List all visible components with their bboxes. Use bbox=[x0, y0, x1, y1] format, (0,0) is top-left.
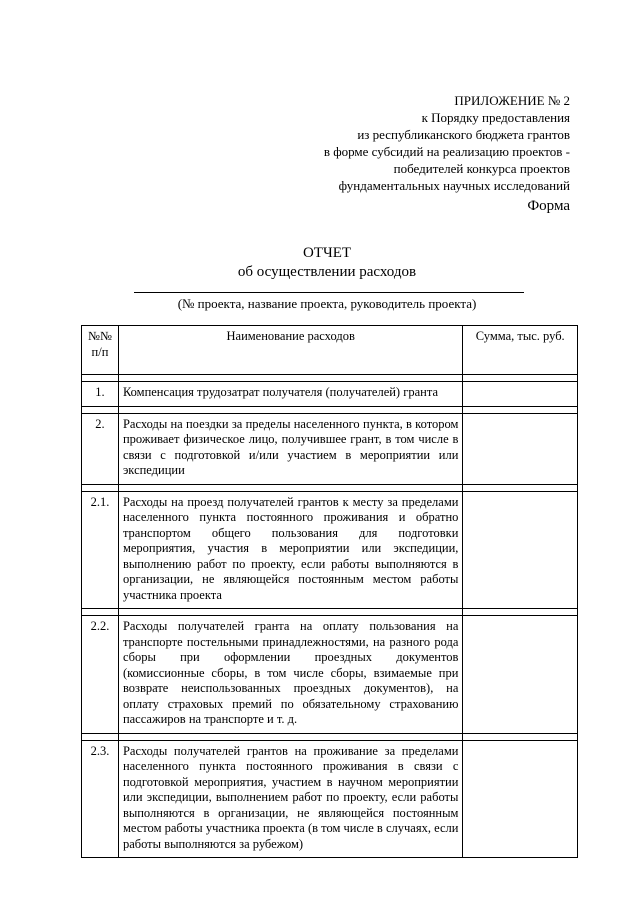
header-name: Наименование расходов bbox=[118, 326, 462, 375]
row-sum-cell[interactable] bbox=[463, 616, 578, 734]
row-name: Расходы на поездки за пределы населенного пункта, в котором проживает физическое лицо, получившее грант, в том числе в связи с подготовкой и/или участием в мероприятии или экспедиции bbox=[118, 413, 462, 484]
table-header-row bbox=[82, 326, 578, 375]
table-row bbox=[82, 491, 578, 609]
table-spacer bbox=[82, 375, 578, 382]
appendix-header bbox=[324, 92, 570, 194]
header-sum: Сумма, тыс. руб. bbox=[463, 326, 578, 375]
row-sum-cell[interactable] bbox=[463, 740, 578, 858]
row-sum-cell[interactable] bbox=[463, 382, 578, 407]
appendix-line: фундаментальных научных исследований bbox=[338, 178, 570, 193]
table-spacer bbox=[82, 733, 578, 740]
form-label: Форма bbox=[527, 198, 570, 214]
row-name: Расходы получателей грантов на проживание за пределами населенного пункта постоянного проживания в связи с подготовкой мероприятия, участием в научном мероприятии или экспедиции, выполнением работ по проекту, если работы выполняются в организации, не являющейся постоянным местом работы участника проекта (в том числе в случаях, если работы выполняются за рубежом) bbox=[118, 740, 462, 858]
project-fill-line bbox=[134, 292, 524, 293]
table-spacer bbox=[82, 406, 578, 413]
appendix-line: к Порядку предоставления bbox=[421, 110, 570, 125]
row-num: 2. bbox=[82, 413, 119, 484]
appendix-line: в форме субсидий на реализацию проектов - bbox=[323, 144, 570, 159]
table-row bbox=[82, 413, 578, 484]
table-row bbox=[82, 382, 578, 407]
appendix-line: победителей конкурса проектов bbox=[393, 161, 570, 176]
row-num: 1. bbox=[82, 382, 119, 407]
table-spacer bbox=[82, 484, 578, 491]
row-sum-cell[interactable] bbox=[463, 491, 578, 609]
row-name: Расходы на проезд получателей грантов к месту за пределами населенного пункта постоянного проживания и обратно транспортом общего пользования для подготовки мероприятия, участия в мероприятии или экспедиции, выполнению работ по проекту, если работы выполняются в организации, не являющейся постоянным местом работы участника проекта bbox=[118, 491, 462, 609]
row-name: Компенсация трудозатрат получателя (получателей) гранта bbox=[118, 382, 462, 407]
expenses-table bbox=[81, 325, 578, 858]
project-caption: (№ проекта, название проекта, руководитель проекта) bbox=[177, 296, 477, 311]
report-subtitle: об осуществлении расходов bbox=[237, 264, 417, 280]
report-title: ОТЧЕТ bbox=[302, 245, 352, 261]
row-name: Расходы получателей гранта на оплату пользования на транспорте постельными принадлежностями, на разного рода сборы при оформлении проездных документов (комиссионные сборы, в том числе сборы, взимаемые при возврате неиспользованных проездных документов), на оплату страховых премий по обязательному страхованию пассажиров на транспорте и т. д. bbox=[118, 616, 462, 734]
row-sum-cell[interactable] bbox=[463, 413, 578, 484]
row-num: 2.2. bbox=[82, 616, 119, 734]
table-row bbox=[82, 740, 578, 858]
table-spacer bbox=[82, 609, 578, 616]
appendix-line: из республиканского бюджета грантов bbox=[357, 127, 570, 142]
row-num: 2.1. bbox=[82, 491, 119, 609]
row-num: 2.3. bbox=[82, 740, 119, 858]
table-row bbox=[82, 616, 578, 734]
appendix-line: ПРИЛОЖЕНИЕ № 2 bbox=[454, 93, 570, 108]
header-num: №№ п/п bbox=[82, 326, 119, 375]
